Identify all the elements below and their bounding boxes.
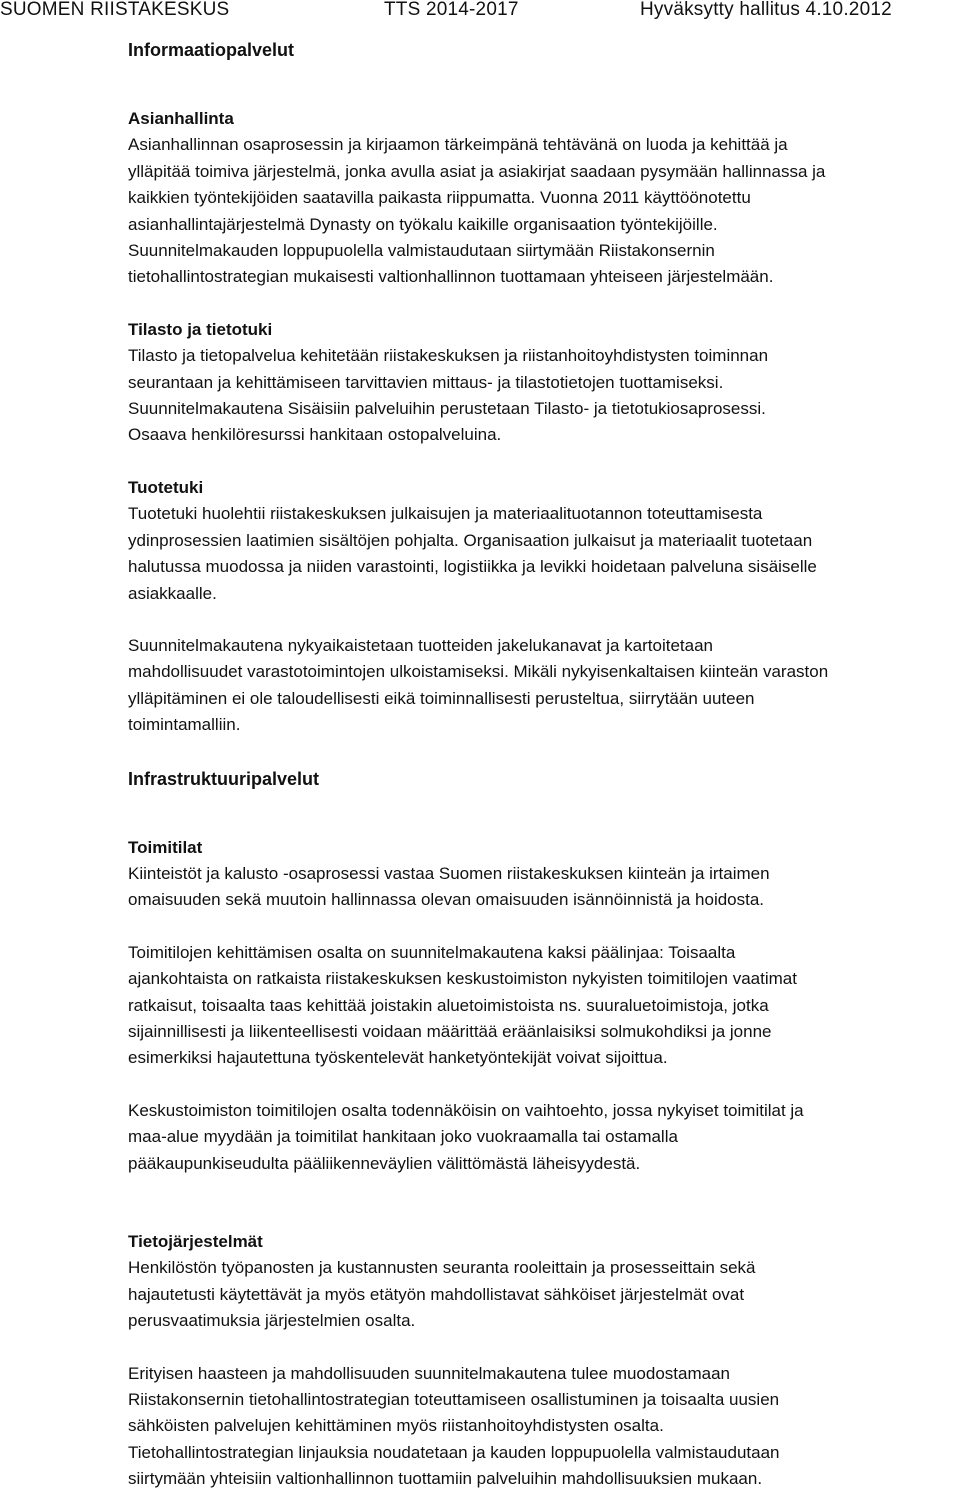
document-body xyxy=(128,36,958,1493)
paragraph-line: Riistakonsernin tietohallintostrategian toteuttamiseen osallistuminen ja toisaalta uusien xyxy=(128,1390,780,1410)
paragraph-line: seurantaan ja kehittämiseen tarvittavien mittaus- ja tilastotietojen tuottamiseksi. xyxy=(128,372,724,392)
paragraph-line: perusvaatimuksia järjestelmien osalta. xyxy=(128,1311,416,1331)
paragraph-line: halutussa muodossa ja niiden varastointi, logistiikka ja levikki hoidetaan palveluna sisäiselle xyxy=(128,557,817,577)
paragraph-line: Erityisen haasteen ja mahdollisuuden suunnitelmakautena tulee muodostamaan xyxy=(128,1363,730,1383)
paragraph-line: omaisuuden sekä muutoin hallinnassa olevan omaisuuden isännöinnistä ja hoidosta. xyxy=(128,890,765,910)
paragraph-line: tietohallintostrategian mukaisesti valtionhallinnon tuottamaan yhteiseen järjestelmään. xyxy=(128,267,774,287)
header-approval-date: Hyväksytty hallitus 4.10.2012 xyxy=(640,0,892,20)
paragraph-line: ylläpitäminen ei ole taloudellisesti eikä toiminnallisesti perusteltua, siirrytään uuteen xyxy=(128,688,755,708)
paragraph-line: asianhallintajärjestelmä Dynasty on työkalu kaikille organisaation työntekijöille. xyxy=(128,214,718,234)
paragraph-line: ratkaisut, toisaalta taas kehittää joistakin aluetoimistoista ns. suuraluetoimistoja, jotka xyxy=(128,995,769,1015)
paragraph-line: kaikkien työntekijöiden saatavilla paikasta riippumatta. Vuonna 2011 käyttöönotettu xyxy=(128,188,751,208)
section-title-infrastruktuuripalvelut: Infrastruktuuripalvelut xyxy=(128,768,320,789)
paragraph-line: Keskustoimiston toimitilojen osalta todennäköisin on vaihtoehto, jossa nykyiset toimitilat ja xyxy=(128,1100,804,1120)
paragraph-line: maa-alue myydään ja toimitilat hankitaan joko vuokraamalla tai ostamalla xyxy=(128,1127,678,1147)
heading-tietojarjestelmat: Tietojärjestelmät xyxy=(128,1232,263,1251)
paragraph-line: toimintamalliin. xyxy=(128,715,241,735)
header-organization: SUOMEN RIISTAKESKUS xyxy=(0,0,230,20)
section-title-informaatiopalvelut: Informaatiopalvelut xyxy=(128,40,295,60)
paragraph-line: hajautetusti käytettävät ja myös etätyön mahdollistavat sähköiset järjestelmät ovat xyxy=(128,1284,745,1304)
page-header xyxy=(0,0,960,34)
paragraph-line: Suunnitelmakautena Sisäisiin palveluihin perustetaan Tilasto- ja tietotukiosaprosessi. xyxy=(128,399,766,419)
paragraph-line: sähköisten palvelujen kehittäminen myös riistanhoitoyhdistysten osalta. xyxy=(128,1416,664,1436)
header-plan-period: TTS 2014-2017 xyxy=(384,0,519,20)
paragraph-line: Tietohallintostrategian linjauksia noudatetaan ja kauden loppupuolella valmistaudutaan xyxy=(128,1442,780,1462)
paragraph-line: ylläpitää toimiva järjestelmä, jonka avulla asiat ja asiakirjat saadaan pysymään hallinnassa ja xyxy=(128,161,826,181)
heading-asianhallinta: Asianhallinta xyxy=(128,109,234,128)
paragraph-line: Toimitilojen kehittämisen osalta on suunnitelmakautena kaksi päälinjaa: Toisaalta xyxy=(128,942,736,962)
paragraph-line: Osaava henkilöresurssi hankitaan ostopalveluina. xyxy=(128,425,502,445)
heading-tilasto-ja-tietotuki: Tilasto ja tietotuki xyxy=(128,319,273,339)
heading-tuotetuki: Tuotetuki xyxy=(128,477,204,497)
paragraph-line: Asianhallinnan osaprosessin ja kirjaamon tärkeimpänä tehtävänä on luoda ja kehittää ja xyxy=(128,135,788,155)
paragraph-line: Tuotetuki huolehtii riistakeskuksen julkaisujen ja materiaalituotannon toteuttamisesta xyxy=(128,504,763,524)
paragraph-line: mahdollisuudet varastotoimintojen ulkoistamiseksi. Mikäli nykyisenkaltaisen kiinteän varaston xyxy=(128,662,829,682)
paragraph-line: Henkilöstön työpanosten ja kustannusten seuranta rooleittain ja prosesseittain sekä xyxy=(128,1258,756,1278)
paragraph-line: asiakkaalle. xyxy=(128,583,217,603)
paragraph-line: esimerkiksi hajautettuna työskentelevät hanketyöntekijät voivat sijoittua. xyxy=(128,1048,668,1068)
paragraph-line: ydinprosessien laatimien sisältöjen pohjalta. Organisaation julkaisut ja materiaalit tuotetaan xyxy=(128,530,813,550)
paragraph-line: sijainnillisesti ja liikenteellisesti voidaan määrittää eräänlaisiksi solmukohdiksi ja jonne xyxy=(128,1021,772,1041)
paragraph-line: Suunnitelmakautena nykyaikaistetaan tuotteiden jakelukanavat ja kartoitetaan xyxy=(128,635,713,655)
heading-toimitilat: Toimitilat xyxy=(128,837,203,857)
paragraph-line: pääkaupunkiseudulta pääliikenneväylien välittömästä läheisyydestä. xyxy=(128,1153,641,1173)
paragraph-line: siirtymään yhteisiin valtionhallinnon tuottamiin palveluihin mahdollisuuksien mukaan. xyxy=(128,1469,763,1489)
paragraph-line: Tilasto ja tietopalvelua kehitetään riistakeskuksen ja riistanhoitoyhdistysten toiminnan xyxy=(128,346,769,366)
paragraph-line: ajankohtaista on ratkaista riistakeskuksen keskustoimiston nykyisten toimitilojen vaatimat xyxy=(128,969,797,989)
paragraph-line: Kiinteistöt ja kalusto -osaprosessi vastaa Suomen riistakeskuksen kiinteän ja irtaimen xyxy=(128,863,770,883)
paragraph-line: Suunnitelmakauden loppupuolella valmistaudutaan siirtymään Riistakonsernin xyxy=(128,241,715,261)
